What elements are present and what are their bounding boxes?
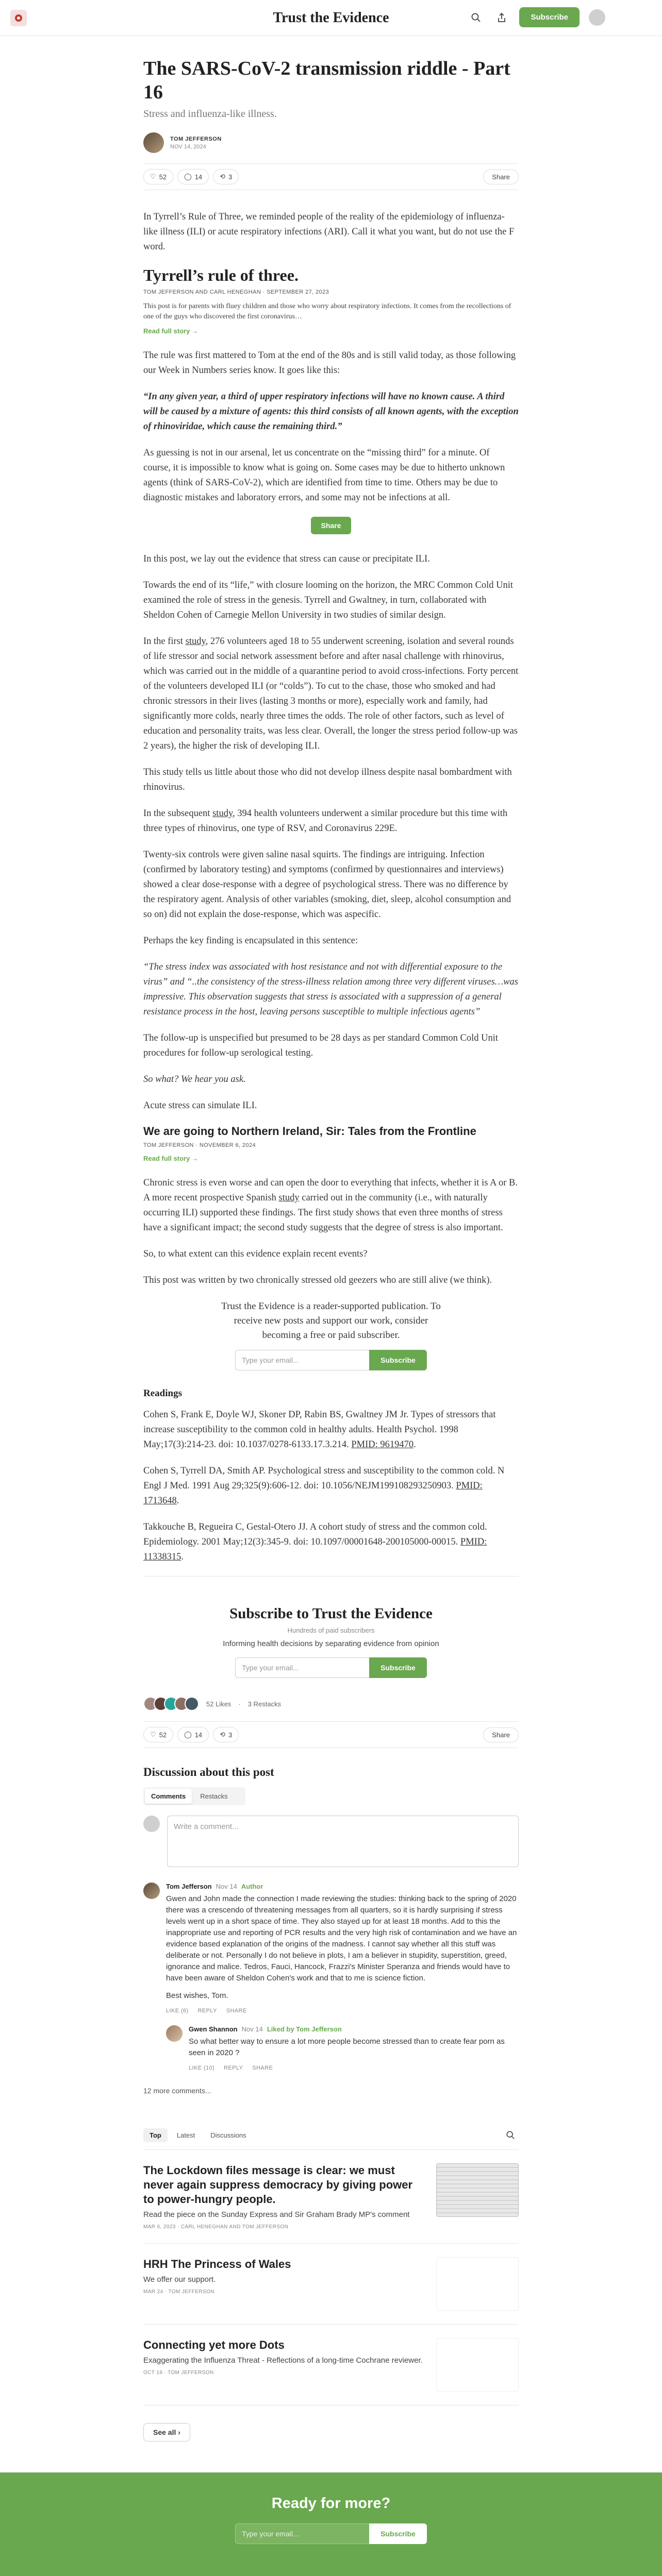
embed-description: This post is for parents with fluey children and those who worry about respiratory infections. It comes from the recollections of one of the guys who discovered the first coronavirus… [143,302,511,320]
discussion-tabs [143,1787,245,1805]
feed-item-thumbnail[interactable] [436,2257,519,2311]
likes-row [143,1697,519,1711]
subscribe-button[interactable]: Subscribe [369,1350,427,1370]
tab-restacks[interactable]: Restacks [200,1792,228,1800]
inline-subscribe-widget [218,1299,444,1370]
comment-reply [166,2025,519,2071]
comment-body [189,2036,519,2059]
post-body [143,210,519,1565]
subscribe-form [218,1350,444,1370]
paragraph: Towards the end of its “life,” with closure looming on the horizon, the MRC Common Cold Unit examined the role of stress in the genesis. Tyrrell and Gwaltney, in turn, collaborated with Sheldon Cohen of Carnegie Mellon University in two studies of similar design. [143,580,514,620]
embed-date: · SEPTEMBER 27, 2023 [262,289,329,295]
post-actions-bottom [143,1721,519,1748]
tab-discussions[interactable]: Discussions [210,2131,246,2139]
paragraph: Twenty-six controls were given saline nasal squirts. The findings are intriguing. Infection (confirmed by laboratory testing) and symptoms (confirmed by questionnaires and interviews) showed a clear dose-response with a degree of psychological stress. There was no difference by the respiratory agent. Analysis of other variables (smoking, diet, sleep, alcohol consumption and so on) did not explain the dose-response, which was aspecific. [143,850,511,920]
commenter-avatar[interactable] [143,1883,160,1899]
reading-item: Takkouche B, Regueira C, Gestal-Otero JJ. A cohort study of stress and the common cold. Epidemiology. 2001 May;12(3):345-9. doi: 10.1097/00001648-200105000-00015. PMID: 11338315. [143,1522,487,1562]
comment-reply-button[interactable]: REPLY [197,2008,217,2014]
article-column [143,57,519,2442]
paragraph [143,1176,519,1235]
tab-top[interactable]: Top [143,2128,168,2142]
embed-title[interactable]: We are going to Northern Ireland, Sir: Tales from the Frontline [143,1125,476,1138]
likes-count[interactable]: 52 Likes [206,1700,231,1708]
restacks-count[interactable]: 3 Restacks [247,1700,282,1708]
author-avatar[interactable] [143,132,164,153]
commenter-name[interactable]: Tom Jefferson [166,1883,212,1890]
comment [143,1883,519,2071]
embedded-post-rule-of-three[interactable] [143,266,519,335]
comment-count: 14 [194,173,203,181]
restack-icon: ⟲ [220,1731,226,1738]
share-icon[interactable] [493,9,510,26]
like-button[interactable] [143,169,173,184]
pmid-link[interactable]: PMID: 11338315 [143,1537,487,1562]
comment-date[interactable]: Nov 14 [241,2025,263,2033]
author-name[interactable]: TOM JEFFERSON [170,135,222,142]
tab-latest[interactable]: Latest [176,2131,195,2139]
feed-item-meta: MAR 24 · TOM JEFFERSON [143,2289,214,2295]
feed-tabs [143,2127,519,2150]
subscriber-count: Hundreds of paid subscribers [287,1626,375,1634]
paragraph: Perhaps the key finding is encapsulated in this sentence: [143,936,358,946]
paragraph: This study tells us little about those who did not develop illness despite nasal bombardment with rhinovirus. [143,767,512,792]
reading-item: Cohen S, Frank E, Doyle WJ, Skoner DP, Rabin BS, Gwaltney JM Jr. Types of stressors that increase susceptibility to the common cold in healthy adults. Health Psychol. 1998 May;17(3):214-23. doi: 10.1037/0278-6133.17.3.214. PMID: 9619470. [143,1410,496,1450]
subscribe-pitch: Trust the Evidence is a reader-supported publication. To receive new posts and support our work, consider becoming a free or paid subscriber. [221,1301,441,1341]
readings-heading: Readings [143,1388,182,1399]
subscribe-section [143,1576,519,1678]
search-icon[interactable] [468,9,484,26]
comment-composer [143,1816,519,1867]
feed-item-subtitle: Exaggerating the Influenza Threat - Reflections of a long-time Cochrane reviewer. [143,2356,423,2365]
text: carried out in the community (i.e., with naturally occurring ILI) supported these findings. The first study shows that even three months of stress have a significant impact; the second study suggests that the degree of stress is also important. [143,1193,503,1233]
like-button[interactable] [143,1727,173,1742]
restack-button[interactable] [213,1727,239,1742]
text: , 276 volunteers aged 18 to 55 underwent screening, isolation and several rounds of life stressor and social network assessment before and after nasal challenge with rhinovirus, which was carried out in the middle of a quarantine period to avoid cross-infections. Forty percent of the volunteers developed ILI (or “colds”). To cut to the chase, those who smoked and had chronic stressors in their lives (lasting 3 months or more), especially work and family, had significantly more colds, nearly three times the odds. The role of other factors, such as level of education and personality traits, was less clear. Overall, the longer the stress period follow-up was 2 years), the higher the risk of developing ILI. [143,636,519,751]
feed-item-meta: OCT 19 · TOM JEFFERSON [143,2370,214,2376]
post-subtitle: Stress and influenza-like illness. [143,108,277,120]
subscribe-form [143,1657,519,1678]
paragraph: The follow-up is unspecified but presumed to be 28 days as per standard Common Cold Unit procedures for follow-up serological testing. [143,1033,498,1058]
comment-button[interactable] [177,169,209,184]
feed-item[interactable] [143,2150,519,2244]
share-center [143,517,519,534]
feed-item[interactable] [143,2244,519,2325]
tab-comments[interactable]: Comments [145,1789,192,1804]
comment-input[interactable]: Write a comment... [167,1816,519,1867]
comment-share-button[interactable]: SHARE [252,2065,273,2071]
paragraph: So what? We hear you ask. [143,1074,246,1084]
embed-author-a[interactable]: TOM JEFFERSON [143,289,194,295]
text: In the subsequent [143,808,213,819]
comment-like-button[interactable]: LIKE (10) [189,2065,215,2071]
paragraph: The rule was first mattered to Tom at the end of the 80s and is still valid today, as those following our Week in Numbers series know. It goes like this: [143,350,516,376]
restack-icon: ⟲ [220,173,226,180]
study-link[interactable]: study [185,636,206,647]
liker-avatar [185,1697,199,1711]
share-button[interactable]: Share [483,170,519,184]
more-comments-link[interactable]: 12 more comments... [143,2087,211,2095]
embed-meta [143,289,519,295]
paragraph: This post was written by two chronically stressed old geezers who are still alive (we think). [143,1275,492,1285]
feed-item-subtitle: We offer our support. [143,2275,216,2284]
comment-text: So what better way to ensure a lot more people become stressed than to create fear porn as seen in 2020 ? [189,2037,505,2057]
paragraph: In this post, we lay out the evidence that stress can cause or precipitate ILI. [143,554,430,564]
restack-count: 3 [228,173,233,181]
paragraph: So, to what extent can this evidence explain recent events? [143,1249,368,1259]
byline [143,132,519,153]
read-full-story-link[interactable]: Read full story → [143,327,198,335]
comment-text: Gwen and John made the connection I made reviewing the studies: thinking back to the spring of 2020 there was a crescendo of threatening messages from all quarters, so it is hardly surprising if stress levels went up in a short space of time. They also stayed up for at least 18 months. Add to this the inappropriate use and reporting of PCR results and the very high risk of contamination and we have an evidence based explanation of the origins of the madness. I cannot say whether all this stuff was deliberate or not. Personally I do not believe in plots, I am a believer in stupidity, superstition, greed, ignorance and malice. Tedros, Fauci, Hancock, Frazzi's Minister Speranza and friends would have to have been aware of Sheldon Cohen's work and that to me is science fiction. [166,1894,517,1982]
reading-item: Cohen S, Tyrrell DA, Smith AP. Psychological stress and susceptibility to the common cold. N Engl J Med. 1991 Aug 29;325(9):606-12. doi: 10.1056/NEJM199108293250903. PMID: 1713648. [143,1466,505,1506]
paragraph [143,806,519,836]
subscribe-button[interactable]: Subscribe [369,1657,427,1678]
commenter-name[interactable]: Gwen Shannon [189,2025,238,2033]
discussion-heading: Discussion about this post [143,1766,274,1778]
comment-reply-button[interactable]: REPLY [224,2065,243,2071]
reading-text: Cohen S, Frank E, Doyle WJ, Skoner DP, Rabin BS, Gwaltney JM Jr. Types of stressors that increase susceptibility to the common cold in healthy adults. Health Psychol. 1998 May;17(3):214-23. doi: 10.1037/0278-6133.17.3.214. [143,1410,496,1450]
liked-by-badge: Liked by Tom Jefferson [267,2025,342,2033]
post-title: The SARS-CoV-2 transmission riddle - Part 16 [143,58,510,103]
comment-date[interactable]: Nov 14 [216,1883,237,1890]
paragraph: As guessing is not in our arsenal, let us concentrate on the “missing third” for a minute. Of course, it is impossible to know what is going on. Some cases may be due to hitherto unknown agents (think of SARS-CoV-2), which are identified from time to time. Others may be due to diagnostic mistakes and laboratory errors, and some may not be infections at all. [143,448,505,503]
feed-item-thumbnail[interactable] [436,2338,519,2392]
see-all-button[interactable]: See all › [143,2423,190,2442]
post-date: NOV 14, 2024 [170,143,206,150]
embed-author-b[interactable]: CARL HENEGHAN [209,289,261,295]
site-title[interactable]: Trust the Evidence [273,9,389,26]
study-link[interactable]: study [278,1193,300,1203]
embed-meta: TOM JEFFERSON · NOVEMBER 6, 2024 [143,1142,256,1148]
heart-icon: ♡ [150,1731,156,1738]
comment-count: 14 [194,1731,203,1739]
comment-icon: ◯ [184,173,192,180]
comment-icon: ◯ [184,1731,192,1738]
comment-body [166,1893,519,2002]
text: , 394 health volunteers underwent a similar procedure but this time with three types of rhinovirus, one type of RSV, and Coronavirus 229E. [143,808,508,834]
subscribe-title: Subscribe to Trust the Evidence [229,1605,433,1622]
feed-item-title[interactable]: HRH The Princess of Wales [143,2258,291,2270]
embedded-post-northern-ireland[interactable] [143,1125,519,1162]
paragraph [143,634,519,754]
subscribe-button[interactable]: Subscribe [369,2523,427,2544]
text: Chronic stress is even worse and can open the door to everything that infects, whether it is A or B. A more recent prospective Spanish [143,1178,518,1203]
pmid-link[interactable]: PMID: 1713648 [143,1481,483,1506]
feed-item-thumbnail[interactable] [436,2163,519,2217]
separator: · [238,1700,241,1708]
comment-share-button[interactable]: SHARE [226,2008,247,2014]
comment-actions [189,2065,519,2071]
publication-logo[interactable] [10,10,27,26]
comment-button[interactable] [177,1727,209,1742]
logo-mark-icon [14,13,23,23]
pmid-link[interactable]: PMID: 9619470 [351,1439,414,1450]
key-finding-quote: “The stress index was associated with host resistance and not with differential exposure to the virus” and “..the consistency of the stress-illness relation among three very different viruses…was impressive. This observation suggests that stress is associated with a suppression of a general resistance process in the host, leaving persons susceptible to multiple infectious agents” [143,962,518,1017]
text: In the first [143,636,186,647]
author-badge: Author [241,1883,263,1890]
feed-item-meta: MAR 6, 2023 · CARL HENEGHAN AND TOM JEFFERSON [143,2224,289,2230]
read-full-story-link[interactable]: Read full story → [143,1155,198,1162]
ready-for-more-section [0,2472,662,2576]
top-bar [0,0,662,36]
feed-item[interactable] [143,2325,519,2405]
user-avatar[interactable] [589,9,605,26]
rule-quote: “In any given year, a third of upper respiratory infections will have no known cause. A third will be caused by a mixture of agents: this third consists of all known agents, with the exception of rhinoviridae, which cause the remaining third.” [143,392,519,432]
reading-text: Cohen S, Tyrrell DA, Smith AP. Psychological stress and susceptibility to the common cold. N Engl J Med. 1991 Aug 29;325(9):606-12. doi: 10.1056/NEJM199108293250903. [143,1466,505,1491]
like-count: 52 [159,173,167,181]
commenter-avatar[interactable] [166,2025,183,2042]
email-input[interactable]: Type your email... [235,1657,369,1678]
email-input[interactable]: Type your email... [235,2523,369,2544]
search-icon[interactable] [502,2127,519,2143]
study-link[interactable]: study [212,808,233,819]
restack-button[interactable] [213,169,239,184]
header-subscribe-button[interactable]: Subscribe [519,7,580,27]
like-count: 52 [159,1731,167,1739]
heart-icon: ♡ [150,173,156,180]
user-avatar [143,1816,160,1832]
header-actions [468,7,605,27]
feed-item-title[interactable]: Connecting yet more Dots [143,2338,285,2351]
feed-item-subtitle: Read the piece on the Sunday Express and Sir Graham Brady MP's comment [143,2210,410,2219]
feed-item-title[interactable]: The Lockdown files message is clear: we must never again suppress democracy by giving power to power-hungry people. [143,2164,413,2206]
comment-text: Best wishes, Tom. [166,1991,228,2000]
ready-title: Ready for more? [271,2495,391,2512]
email-input[interactable]: Type your email... [235,1350,369,1370]
post-actions [143,163,519,190]
paragraph: Acute stress can simulate ILI. [143,1100,257,1111]
share-body-button[interactable]: Share [311,517,352,534]
embed-and: AND [195,289,208,295]
comment-like-button[interactable]: LIKE (6) [166,2008,189,2014]
subscribe-tagline: Informing health decisions by separating evidence from opinion [223,1639,439,1648]
share-button[interactable]: Share [483,1727,519,1742]
restack-count: 3 [228,1731,233,1739]
paragraph: In Tyrrell’s Rule of Three, we reminded people of the reality of the epidemiology of influenza-like illness (ILI) or acute respiratory infections (ARI). Call it what you want, but do not use the F word. [143,212,515,252]
embed-title[interactable]: Tyrrell’s rule of three. [143,266,299,284]
subscribe-form [0,2523,662,2544]
comment-actions [166,2008,519,2014]
liker-avatars[interactable] [143,1697,199,1711]
reading-text: Takkouche B, Regueira C, Gestal-Otero JJ. A cohort study of stress and the common cold. Epidemiology. 2001 May;12(3):345-9. doi: 10.1097/00001648-200105000-00015. [143,1522,487,1547]
